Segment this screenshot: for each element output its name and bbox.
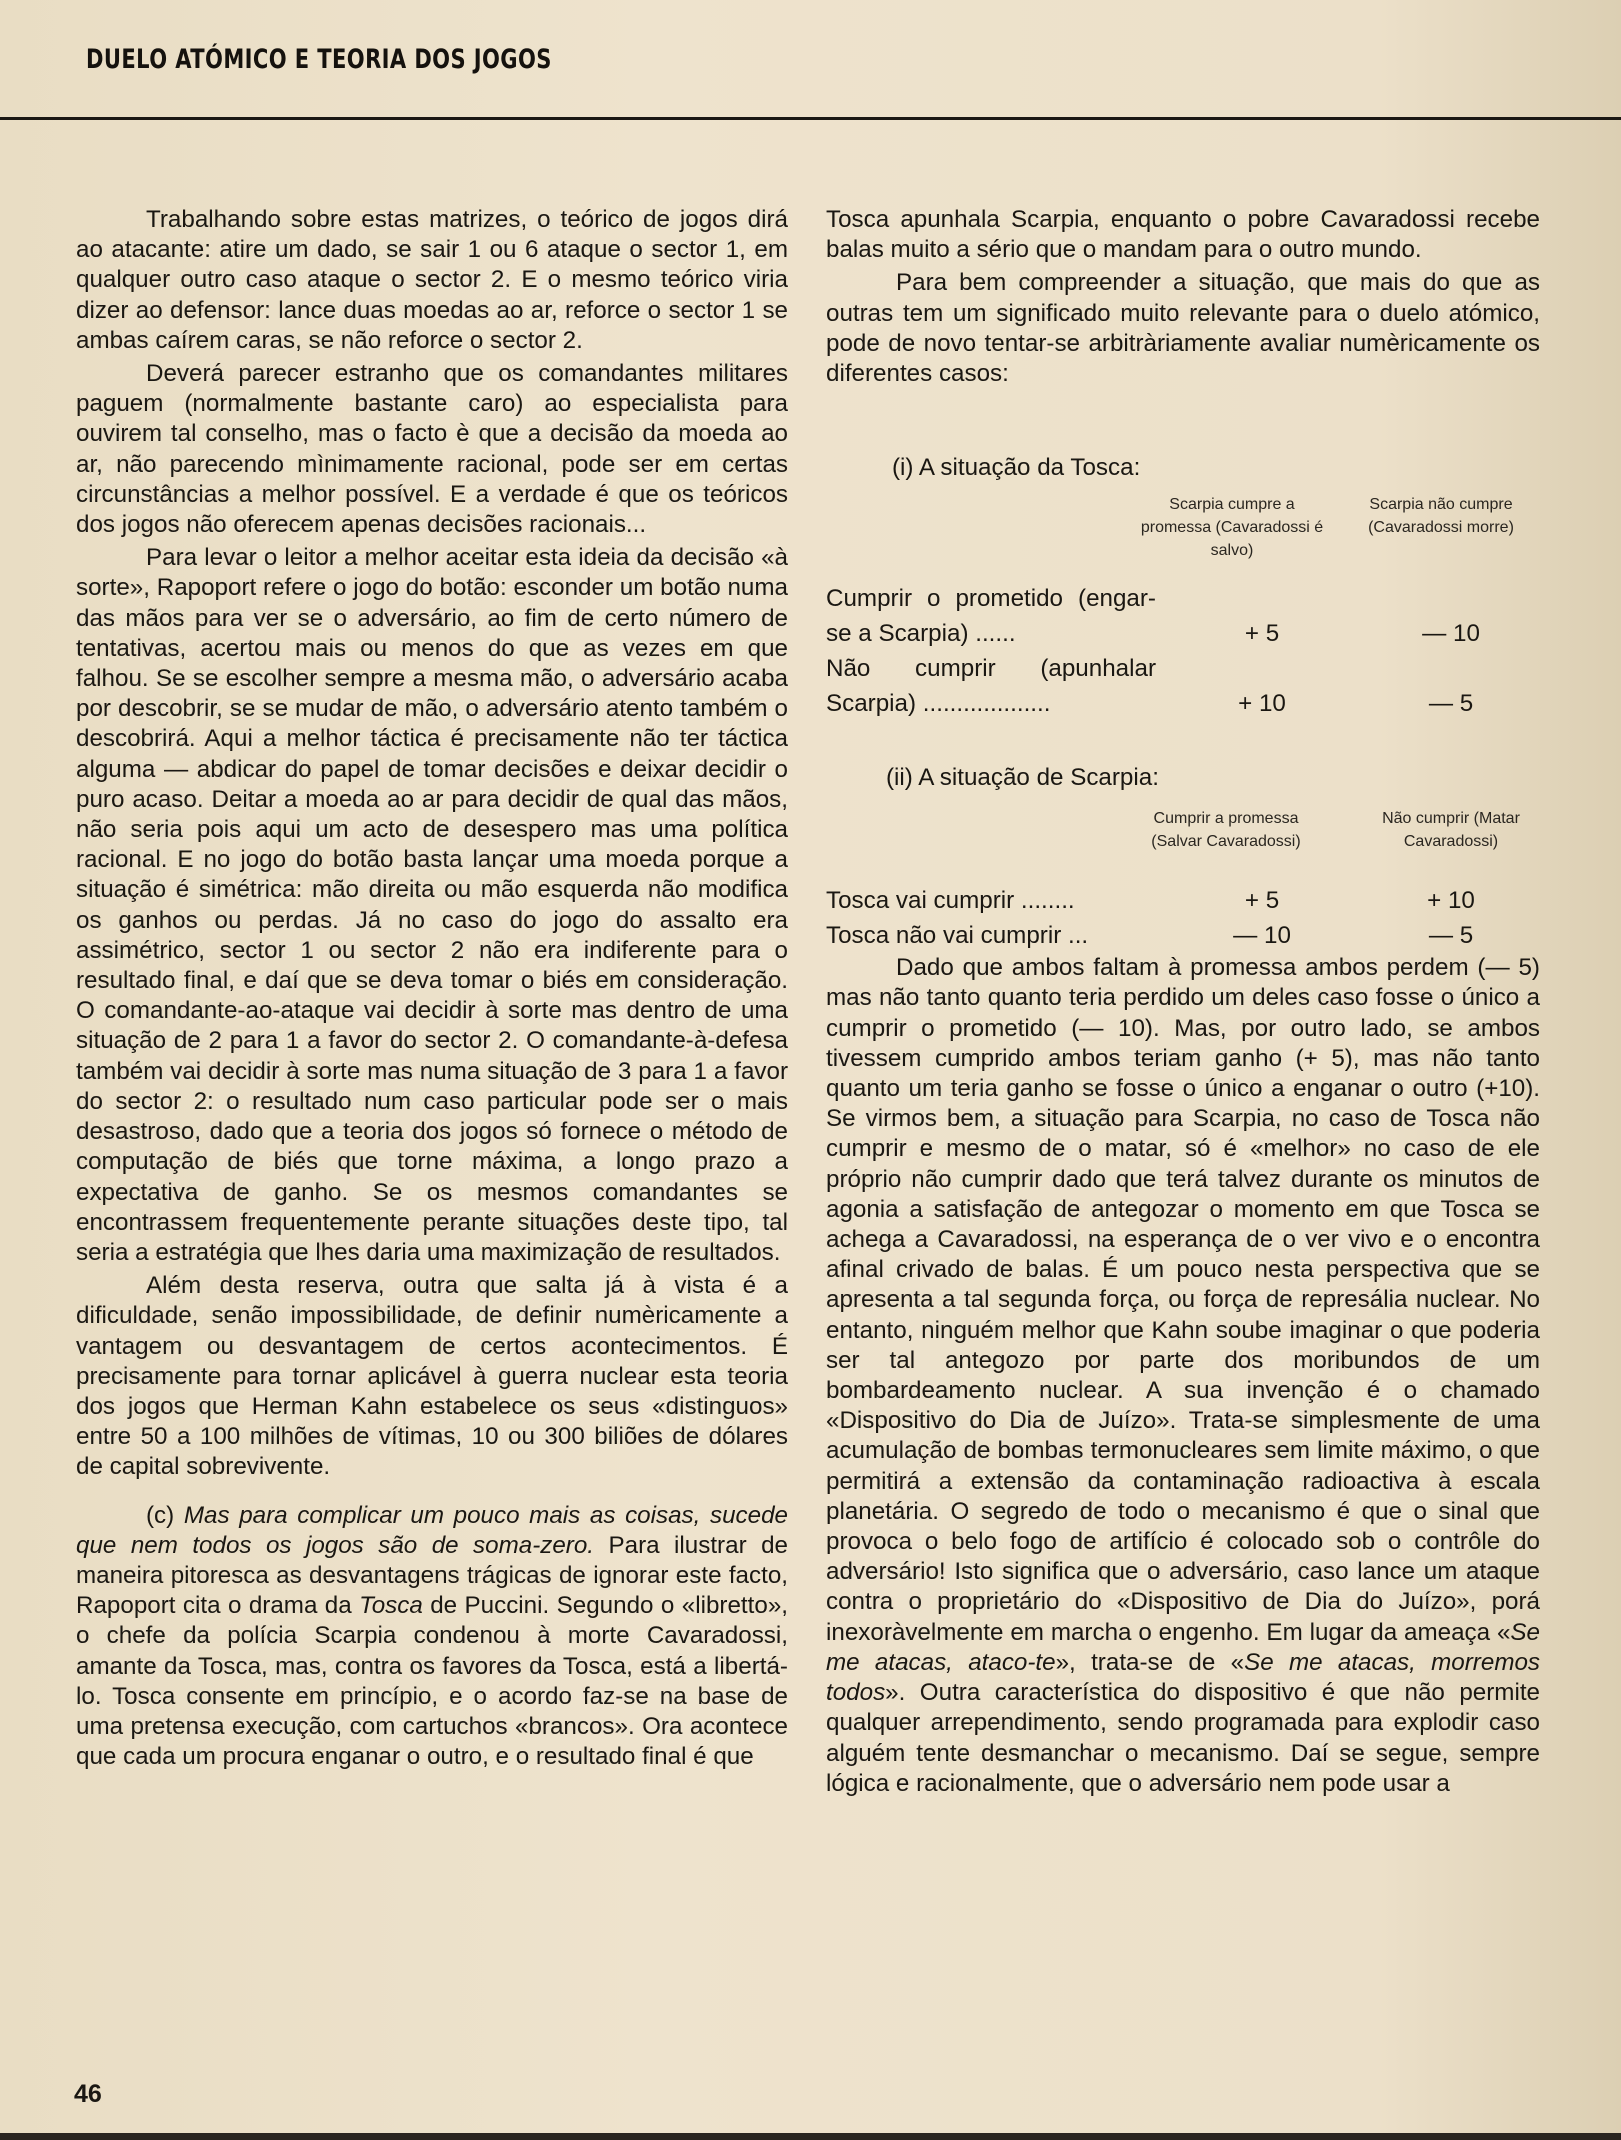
table-row [826,581,1540,651]
text-run: Para ilustrar de maneira pitoresca as desvantagens trágicas de ignorar este facto, Rapoport cita o drama da [76,1531,788,1620]
cell-value: — 5 [1428,922,1474,950]
column-header: Cumprir a promessa (Salvar Cavaradossi) [1151,810,1301,851]
paragraph: Deverá parecer estranho que os comandantes militares paguem (normalmente bastante caro) ao especialista para ouvirem tal conselho, mas o facto è que a decisão da moeda ao ar, não parecendo mìnimamente racional, pode ser em certas circunstâncias a melhor possível. E a verdade é que os teóricos dos jogos não oferecem apenas decisões racionais... [76,360,788,539]
column-header: Scarpia não cumpre (Cavaradossi morre) [1368,496,1514,537]
payoff-table-tosca [826,453,1540,721]
running-title: DUELO ATÓMICO E TEORIA DOS JOGOS [86,44,552,75]
cell-value: + 10 [1427,887,1475,915]
row-label: Cumprir o prometido (engar-se a Scarpia) ...... [826,585,1156,648]
table-title: (ii) A situação de Scarpia: [886,764,1159,792]
header-rule [0,117,1621,120]
paragraph: Para levar o leitor a melhor aceitar esta ideia da decisão «à sorte», Rapoport refere o jogo do botão: esconder um botão numa das mãos para ver se o adversário, ao fim de certo número de tentativas, acertou mais ou menos do que as vezes em que falhou. Se se escolher sempre a mesma mão, o adversário acaba por descobrir, se se mudar de mão, o adversário atento também o descobrirá. Aqui a melhor táctica é precisamente não ter táctica alguma — abdicar do papel de tomar decisões e deixar decidir o puro acaso. Deitar a moeda ao ar para decidir de qual das mãos, não seria pois aqui um acto de desespero mas uma política racional. E no jogo do botão basta lançar uma moeda porque a situação é simétrica: mão direita ou mão esquerda não modifica os ganhos ou perdas. Já no caso do jogo do assalto era assimétrico, sector 1 ou sector 2 não era indiferente para o resultado final, e daí que se deva tomar o biés em consideração. O comandante-ao-ataque vai decidir à sorte mas dentro de uma situação de 2 para 1 a favor do sector 2. O comandante-à-defesa também vai decidir à sorte mas numa situação de 3 para 1 a favor do sector 2: o resultado num caso particular pode ser o mais desastroso, dado que a teoria dos jogos só fornece o método de computação de biés que torne máxima, a longo prazo a expectativa de ganho. Se os mesmos comandantes se encontrassem frequentemente perante situações deste tipo, tal seria a estratégia que lhes daria uma maximização de resultados. [76,544,788,1266]
italic-quote: Se me atacas, ataco-te [826,1618,1540,1676]
cell-value: + 5 [1244,887,1280,915]
text-run: Dado que ambos faltam à promessa ambos perdem (— 5) mas não tanto quanto teria perdido um deles caso fosse o único a cumprir o prometido (— 10). Mas, por outro lado, se ambos tivessem cumprido ambos teriam ganho (+ 5), mas não tanto quanto um teria ganho se fosse o único a enganar o outro (+10). Se virmos bem, a situação para Scarpia, no caso de Tosca não cumprir e mesmo de o matar, só é «melhor» no caso de ele próprio não cumprir dado que terá talvez durante os minutos de agonia a satisfação de antegozar o momento em que Tosca se achega a Cavaradossi, na esperança de o ver vivo e o encontra afinal crivado de balas. É um pouco nesta perspectiva que se apresenta a tal segunda força, ou força de represália nuclear. No entanto, ninguém melhor que Kahn soube imaginar o que poderia ser tal antegozo por parte dos moribundos de um bombardeamento nuclear. A sua invenção é o chamado «Dispositivo do Dia de Juízo». Trata-se simplesmente de uma acumulação de bombas termonucleares sem limite máximo, o que permitirá a extensão da contaminação radioactiva à escala planetária. O segredo de todo o mecanismo é que o sinal que provoca o belo fogo de artifício é colocado sob o contrôle do adversário! Isto significa que o adversário, caso lance um ataque contra o proprietário do «Dispositivo de Dia do Juízo», porá inexoràvelmente em marcha o engenho. Em lugar da ameaça « [826,954,1540,1646]
text-run: », trata-se de « [1055,1648,1245,1676]
bottom-edge [0,2133,1621,2140]
text-run: ». Outra característica do dispositivo é que não permite qualquer arrependimento, sendo programada para explodir caso alguém tente desmanchar o mecanismo. Daí se segue, sempre lógica e racionalmente, que o adversário nem pode usar a [826,1679,1540,1797]
cell-value: + 10 [1238,690,1286,718]
table-row [826,918,1540,953]
table-header [826,493,1540,581]
italic-quote: Se me atacas, morremos todos [826,1648,1541,1707]
paragraph-section-c [76,1501,788,1773]
row-label: Tosca vai cumprir ........ [826,887,1075,915]
section-marker: (c) [146,1501,175,1529]
paragraph [826,953,1540,1799]
table-row [826,883,1540,918]
text-run: de Puccini. Segundo o «libretto», o chefe da polícia Scarpia condenou à morte Cavaradossi, amante da Tosca, mas, contra os favores da Tosca, está a libertá-lo. Tosca consente em princípio, e o acordo faz-se na base de uma pretensa execução, com cartuchos «brancos». Ora acontece que cada um procura enganar o outro, e o resultado final é que [76,1592,788,1771]
cell-value: + 5 [1244,620,1280,648]
paragraph: Tosca apunhala Scarpia, enquanto o pobre Cavaradossi recebe balas muito a sério que o mandam para o outro mundo. [826,206,1540,264]
left-column [76,205,788,1772]
table-row [826,651,1540,721]
table-title: (i) A situação da Tosca: [892,454,1141,482]
column-header: Scarpia cumpre a promessa (Cavaradossi é salvo) [1140,496,1324,560]
italic-statement: Mas para complicar um pouco mais as coisas, sucede que nem todos os jogos são de soma-zero. [76,1501,788,1559]
opera-title: Tosca [359,1592,423,1620]
cell-value: — 5 [1428,690,1474,718]
column-header: Não cumprir (Matar Cavaradossi) [1382,810,1520,851]
paragraph: Trabalhando sobre estas matrizes, o teórico de jogos dirá ao atacante: atire um dado, se sair 1 ou 6 ataque o sector 1, em qualquer outro caso ataque o sector 2. E o mesmo teórico viria dizer ao defensor: lance duas moedas ao ar, reforce o sector 1 se ambas caírem caras, se não reforce o sector 2. [76,206,788,354]
cell-value: — 10 [1233,922,1291,950]
table-header [826,807,1540,883]
row-label: Tosca não vai cumprir ... [826,922,1089,950]
cell-value: — 10 [1422,620,1480,648]
payoff-table-scarpia [826,763,1540,953]
paragraph: Para bem compreender a situação, que mais do que as outras tem um significado muito relevante para o duelo atómico, pode de novo tentar-se arbitràriamente avaliar numèricamente os diferentes casos: [826,269,1540,388]
paragraph: Além desta reserva, outra que salta já à vista é a dificuldade, senão impossibilidade, de definir numèricamente a vantagem ou desvantagem de certos acontecimentos. É precisamente para tornar aplicável à guerra nuclear esta teoria dos jogos que Herman Kahn estabelece os seus «distinguos» entre 50 a 100 milhões de vítimas, 10 ou 300 biliões de dólares de capital sobrevivente. [76,1272,788,1481]
row-label: Não cumprir (apunhalar Scarpia) ................... [826,655,1156,718]
page-number: 46 [74,2080,102,2108]
right-column [826,205,1540,1799]
